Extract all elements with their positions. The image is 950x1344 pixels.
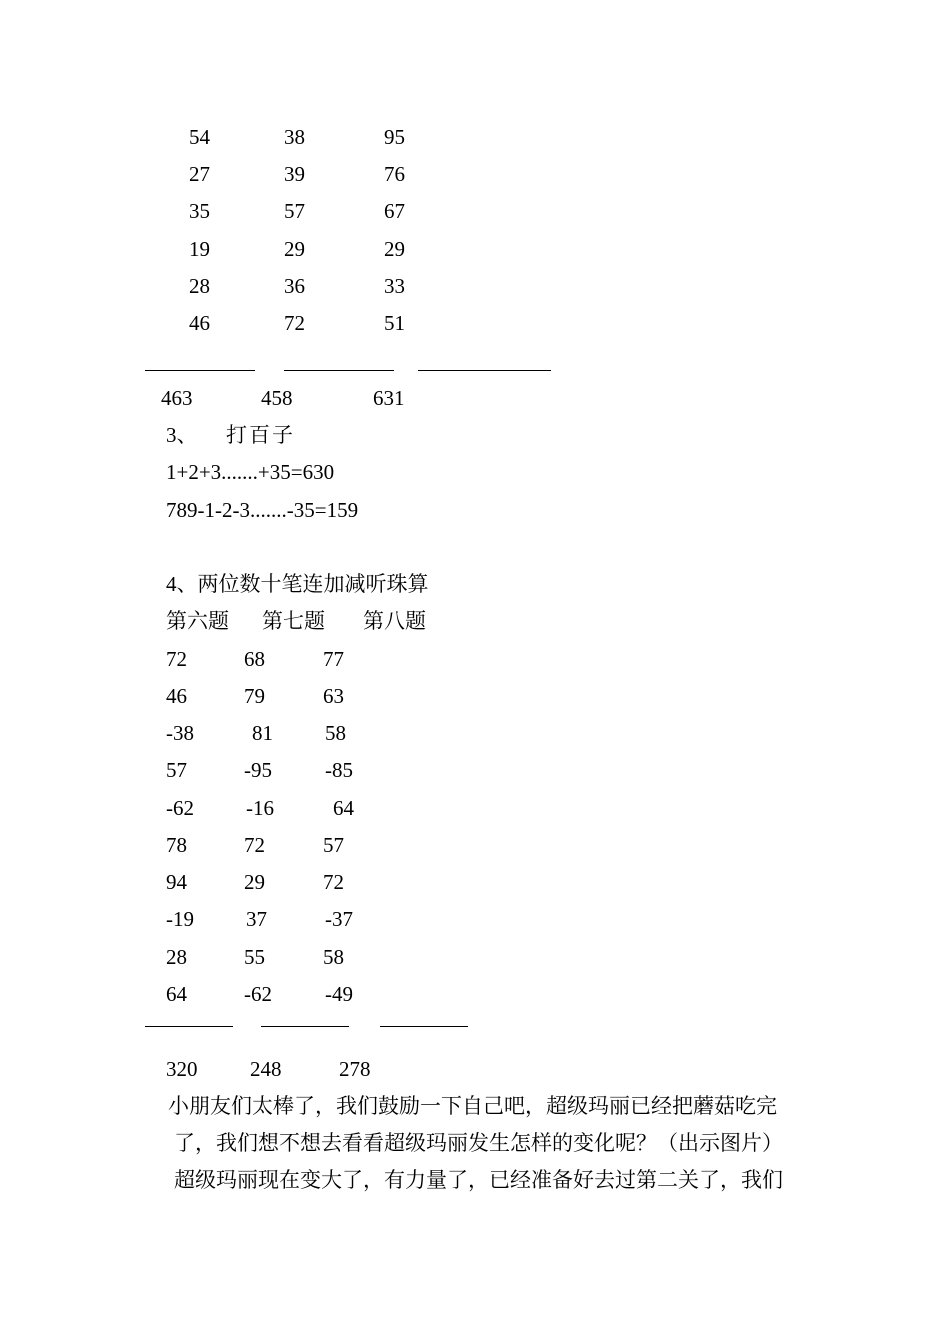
table1-cell: 36	[284, 274, 305, 298]
table2-cell: 58	[325, 721, 346, 745]
table1-total: 631	[373, 386, 405, 410]
sum-separator-line	[145, 1026, 233, 1027]
table1-cell: 54	[189, 125, 210, 149]
table2-cell: 29	[244, 870, 265, 894]
table2-cell: 72	[166, 647, 187, 671]
section4-header: 第七题	[262, 609, 325, 633]
table2-cell: -19	[166, 907, 194, 931]
table1-cell: 51	[384, 311, 405, 335]
table2-cell: 64	[166, 982, 187, 1006]
table1-cell: 33	[384, 274, 405, 298]
table2-cell: -38	[166, 721, 194, 745]
table2-cell: 77	[323, 647, 344, 671]
section3-number: 3、	[166, 423, 198, 447]
table2-total: 278	[339, 1057, 371, 1081]
table2-cell: 63	[323, 684, 344, 708]
table2-cell: 78	[166, 833, 187, 857]
table2-cell: -16	[246, 796, 274, 820]
table1-cell: 19	[189, 237, 210, 261]
table1-cell: 39	[284, 162, 305, 186]
table2-cell: -37	[325, 907, 353, 931]
table2-cell: 68	[244, 647, 265, 671]
table2-cell: -95	[244, 758, 272, 782]
paragraph-line: 了，我们想不想去看看超级玛丽发生怎样的变化呢？（出示图片）	[174, 1131, 783, 1155]
section3-formula-1: 1+2+3.......+35=630	[166, 460, 335, 484]
table2-cell: 58	[323, 945, 344, 969]
table2-cell: 94	[166, 870, 187, 894]
table1-total: 463	[161, 386, 193, 410]
table1-cell: 72	[284, 311, 305, 335]
table2-cell: 64	[333, 796, 354, 820]
table2-cell: 46	[166, 684, 187, 708]
table1-cell: 29	[384, 237, 405, 261]
paragraph-line: 小朋友们太棒了，我们鼓励一下自己吧，超级玛丽已经把蘑菇吃完	[168, 1094, 777, 1118]
table2-cell: 55	[244, 945, 265, 969]
table2-cell: 57	[323, 833, 344, 857]
section3-title: 打百子	[226, 423, 295, 447]
table2-total: 248	[250, 1057, 282, 1081]
table2-cell: 72	[323, 870, 344, 894]
table2-cell: -62	[244, 982, 272, 1006]
table1-total: 458	[261, 386, 293, 410]
table2-cell: 72	[244, 833, 265, 857]
table1-cell: 76	[384, 162, 405, 186]
table1-cell: 38	[284, 125, 305, 149]
table1-cell: 28	[189, 274, 210, 298]
sum-separator-line	[380, 1026, 468, 1027]
table1-cell: 46	[189, 311, 210, 335]
sum-separator-line	[418, 370, 551, 371]
table2-cell: 79	[244, 684, 265, 708]
sum-separator-line	[145, 370, 255, 371]
table1-cell: 35	[189, 199, 210, 223]
table2-cell: 81	[252, 721, 273, 745]
section3-formula-2: 789-1-2-3.......-35=159	[166, 498, 359, 522]
table1-cell: 29	[284, 237, 305, 261]
table1-cell: 27	[189, 162, 210, 186]
section4-header: 第六题	[166, 609, 229, 633]
table2-cell: 37	[246, 907, 267, 931]
section4-header: 第八题	[363, 609, 426, 633]
table1-cell: 95	[384, 125, 405, 149]
paragraph-line: 超级玛丽现在变大了，有力量了，已经准备好去过第二关了，我们	[174, 1168, 783, 1192]
table2-cell: 57	[166, 758, 187, 782]
sum-separator-line	[261, 1026, 349, 1027]
table2-total: 320	[166, 1057, 198, 1081]
table2-cell: 28	[166, 945, 187, 969]
table2-cell: -62	[166, 796, 194, 820]
section4-title: 4、两位数十笔连加减听珠算	[166, 572, 429, 596]
table1-cell: 67	[384, 199, 405, 223]
table2-cell: -85	[325, 758, 353, 782]
table1-cell: 57	[284, 199, 305, 223]
sum-separator-line	[284, 370, 394, 371]
table2-cell: -49	[325, 982, 353, 1006]
